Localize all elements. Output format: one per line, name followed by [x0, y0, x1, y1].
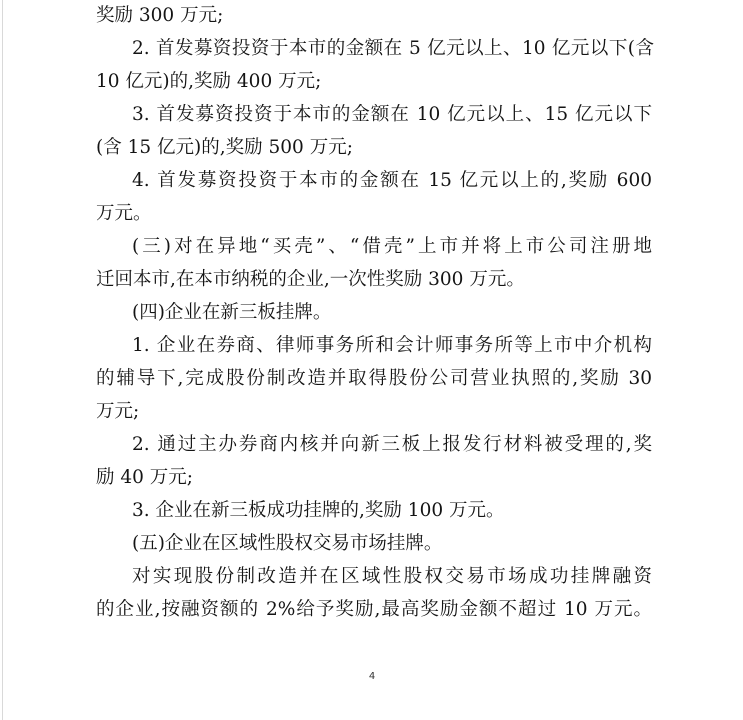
page-number: 4	[368, 671, 376, 682]
text-line-15: 励 40 万元;	[96, 467, 194, 488]
section-heading-four: (四)企业在新三板挂牌。	[132, 302, 332, 323]
text-line-9: 迁回本市,在本市纳税的企业,一次性奖励 300 万元。	[96, 269, 525, 290]
text-line-7: 万元。	[96, 203, 152, 224]
text-line-18: 对实现股份制改造并在区域性股权交易市场成功挂牌融资	[132, 566, 652, 587]
text-line-8: (三)对在异地“买壳”、“借壳”上市并将上市公司注册地	[132, 236, 652, 257]
section-heading-five: (五)企业在区域性股权交易市场挂牌。	[132, 533, 443, 554]
text-line-11: 1. 企业在券商、律师事务所和会计师事务所等上市中介机构	[132, 335, 652, 356]
text-line-6: 4. 首发募资投资于本市的金额在 15 亿元以上的,奖励 600	[132, 170, 652, 191]
text-line-16: 3. 企业在新三板成功挂牌的,奖励 100 万元。	[132, 500, 505, 521]
text-line-1: 奖励 300 万元;	[96, 5, 224, 26]
text-line-3: 10 亿元)的,奖励 400 万元;	[96, 71, 322, 92]
text-line-13: 万元;	[96, 401, 140, 422]
text-line-12: 的辅导下,完成股份制改造并取得股份公司营业执照的,奖励 30	[96, 368, 652, 389]
text-line-14: 2. 通过主办券商内核并向新三板上报发行材料被受理的,奖	[132, 434, 652, 455]
text-line-19: 的企业,按融资额的 2%给予奖励,最高奖励金额不超过 10 万元。	[96, 599, 652, 620]
text-line-5: (含 15 亿元)的,奖励 500 万元;	[96, 137, 353, 158]
page-left-edge	[2, 0, 3, 720]
text-line-2: 2. 首发募资投资于本市的金额在 5 亿元以上、10 亿元以下(含	[132, 38, 654, 59]
text-line-4: 3. 首发募资投资于本市的金额在 10 亿元以上、15 亿元以下	[132, 104, 652, 125]
